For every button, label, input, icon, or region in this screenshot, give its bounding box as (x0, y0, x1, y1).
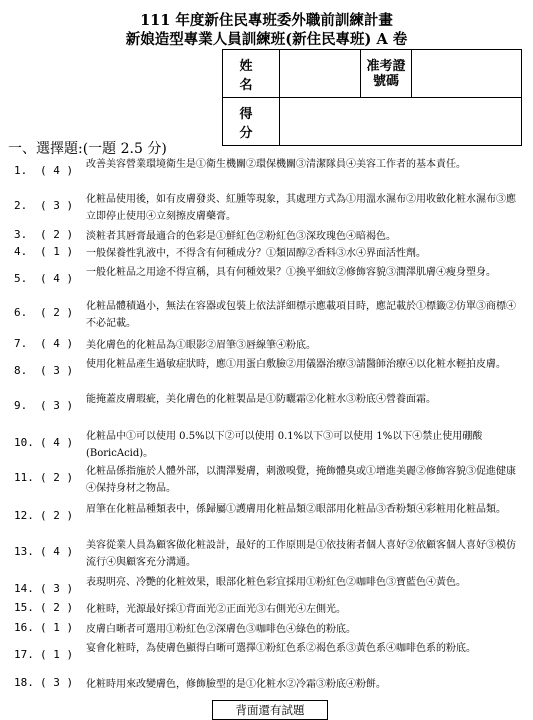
answer-mark: ( 2 ) (40, 228, 74, 241)
answer-mark: ( 4 ) (40, 436, 74, 449)
question-text: 美化膚色的化粧品為①眼影②眉筆③唇線筆④粉底。 (86, 340, 316, 351)
score-label: 得 分 (223, 98, 280, 146)
name-label: 姓 名 (223, 50, 280, 98)
answer-mark: ( 3 ) (40, 364, 74, 377)
question-text: 淡粧者其唇膏最適合的色彩是①鮮紅色②粉紅色③深玫瑰色④暗褐色。 (86, 231, 396, 242)
question-text: 皮膚白晰者可選用①粉紅色②深膚色③咖啡色④綠色的粉底。 (86, 624, 356, 635)
answer-mark: ( 3 ) (40, 676, 74, 689)
answer-mark: ( 4 ) (40, 272, 74, 285)
question-number: 2. (14, 199, 28, 212)
question-number: 7. (14, 337, 28, 350)
question-text: 美容從業人員為顧客做化粧設計，最好的工作原則是①依技術者個人喜好②依顧客個人喜好③模仿流行④與顧客充分溝通。 (86, 540, 516, 568)
question-number: 14. (14, 582, 34, 595)
question-number: 12. (14, 509, 34, 522)
question-number: 13. (14, 545, 34, 558)
question-number: 15. (14, 601, 34, 614)
question-number: 11. (14, 471, 34, 484)
answer-mark: ( 4 ) (40, 545, 74, 558)
exam-number-label (361, 50, 412, 98)
answer-mark: ( 3 ) (40, 199, 74, 212)
name-field[interactable] (280, 50, 361, 98)
question-text: 一般保養性乳液中，不得含有何種成分？①類固醇②香料③水④界面活性劑。 (86, 248, 426, 259)
answer-mark: ( 1 ) (40, 245, 74, 258)
question-number: 10. (14, 436, 34, 449)
document-subtitle: 新娘造型專業人員訓練班(新住民專班) A 卷 (125, 31, 408, 48)
question-text: 改善美容營業環境衛生是①衛生機關②環保機關③清潔隊員④美容工作者的基本責任。 (86, 159, 466, 170)
question-text: 化粧時，光源最好採①背面光②正面光③右側光④左側光。 (86, 604, 346, 615)
candidate-info-box (222, 49, 522, 146)
question-number: 18. (14, 676, 34, 689)
answer-mark: ( 2 ) (40, 509, 74, 522)
answer-mark: ( 2 ) (40, 471, 74, 484)
document-title: 111 年度新住民專班委外職前訓練計畫 (140, 12, 393, 29)
question-number: 4. (14, 245, 28, 258)
answer-mark: ( 1 ) (40, 648, 74, 661)
question-text: 能掩蓋皮膚瑕疵，美化膚色的化粧製品是①防曬霜②化粧水③粉底④營養面霜。 (86, 394, 436, 405)
question-text: 一般化粧品之用途不得宣稱，具有何種效果？①換平細紋②修飾容貌③潤澤肌膚④瘦身塑身。 (86, 267, 496, 278)
answer-mark: ( 2 ) (40, 306, 74, 319)
section-title: 一、選擇題:(一題 2.5 分) (8, 141, 167, 157)
question-number: 17. (14, 648, 34, 661)
question-text: 化粧品體積過小，無法在容器或包裝上依法詳細標示應載項目時，應記載於①標籤②仿單③商標④不必記載。 (86, 301, 516, 329)
exam-number-field[interactable] (412, 50, 522, 98)
answer-mark: ( 1 ) (40, 621, 74, 634)
score-field[interactable] (280, 98, 522, 146)
answer-mark: ( 3 ) (40, 399, 74, 412)
question-number: 9. (14, 399, 28, 412)
answer-mark: ( 3 ) (40, 582, 74, 595)
question-number: 5. (14, 272, 28, 285)
question-number: 16. (14, 621, 34, 634)
question-text: 眉筆在化粧品種類表中，係歸屬①護膚用化粧品類②眼部用化粧品③香粉類④彩粧用化粧品類。 (86, 504, 506, 515)
question-number: 1. (14, 164, 28, 177)
continued-notice: 背面還有試題 (212, 700, 328, 720)
question-text: 使用化粧品產生過敏症狀時，應①用蛋白敷臉②用儀器治療③請醫師治療④以化粧水輕拍皮膚。 (86, 359, 506, 370)
exam-number-label-line2: 號碼 (372, 73, 399, 89)
question-text: 表現明亮、冷艷的化粧效果，眼部化粧色彩宜採用①粉紅色②咖啡色③寶藍色④黃色。 (86, 577, 466, 588)
question-text: 化粧品係指施於人體外部，以潤澤髮膚，刺激嗅覺，掩飾體臭或①增進美麗②修飾容貌③促進健康④保持身材之物品。 (86, 466, 516, 494)
answer-mark: ( 4 ) (40, 164, 74, 177)
question-number: 8. (14, 364, 28, 377)
question-number: 3. (14, 228, 28, 241)
answer-mark: ( 2 ) (40, 601, 74, 614)
exam-number-label-line1: 准考證 (366, 58, 406, 74)
question-text: 化粧品中①可以使用 0.5%以下②可以使用 0.1%以下③可以使用 1%以下④禁止使用硼酸(BoricAcid)。 (86, 431, 483, 459)
question-text: 化粧時用來改變膚色，修飾臉型的是①化粧水②冷霜③粉底④粉餅。 (86, 679, 386, 690)
question-text: 化粧品使用後，如有皮膚發炎、紅腫等現象，其處理方式為①用溫水濕布②用收斂化粧水濕布③應立即停止使用④立刻擦皮膚藥膏。 (86, 194, 516, 222)
question-number: 6. (14, 306, 28, 319)
question-text: 宴會化粧時，為使膚色顯得白晰可選擇①粉紅色系②褐色系③黃色系④咖啡色系的粉底。 (86, 643, 476, 654)
answer-mark: ( 4 ) (40, 337, 74, 350)
